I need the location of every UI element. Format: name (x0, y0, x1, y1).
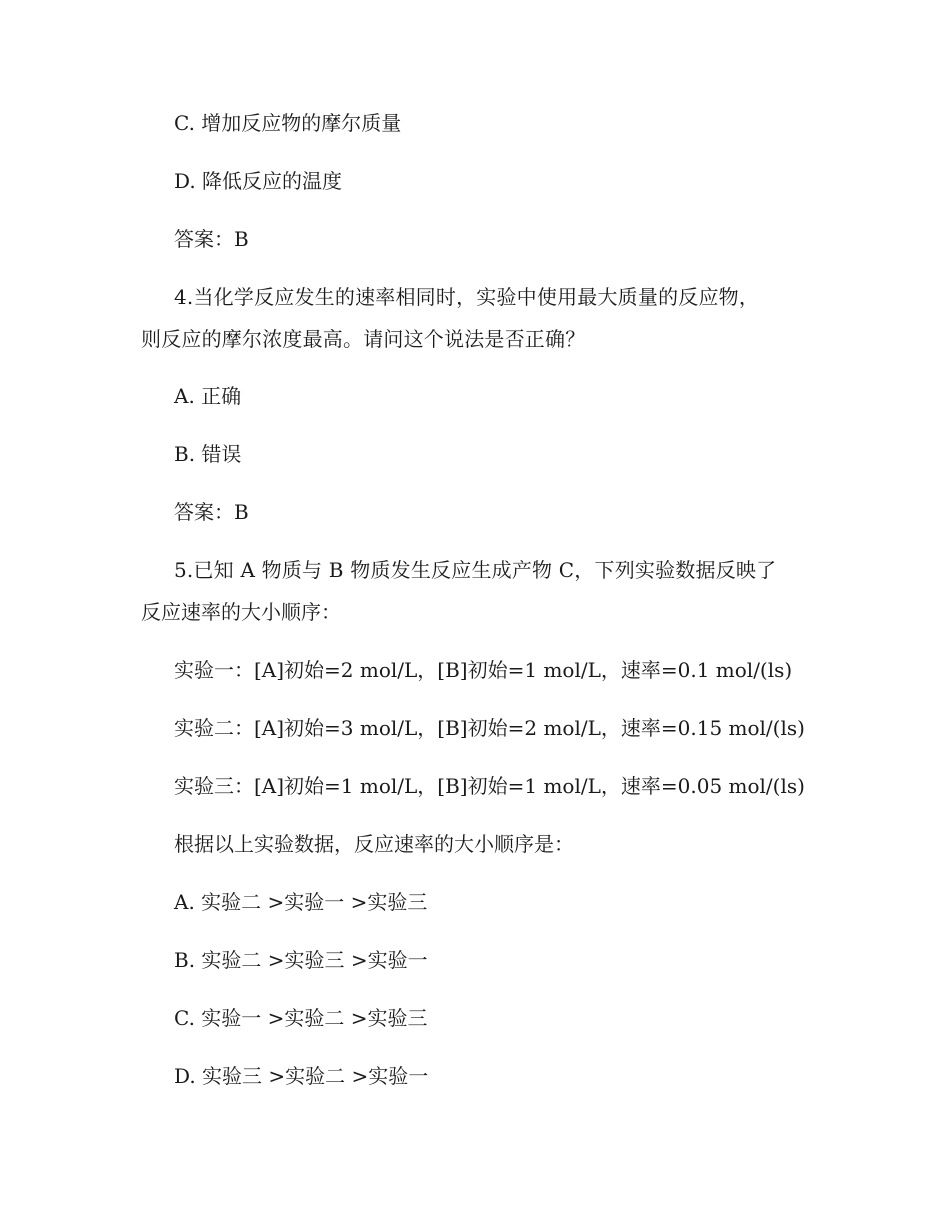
q5-stem-line1: 5.已知 A 物质与 B 物质发生反应生成产物 C，下列实验数据反映了 (174, 558, 777, 582)
q4-stem-line1: 4.当化学反应发生的速率相同时，实验中使用最大质量的反应物， (174, 285, 760, 309)
q3-option-d: D. 降低反应的温度 (174, 169, 343, 193)
q5-prompt: 根据以上实验数据，反应速率的大小顺序是： (174, 832, 574, 856)
q4-answer: 答案：B (174, 500, 249, 524)
q4-option-a: A. 正确 (174, 384, 242, 408)
q5-option-c: C. 实验一 >实验二 >实验三 (174, 1006, 428, 1030)
q5-experiment-1: 实验一：[A]初始=2 mol/L，[B]初始=1 mol/L，速率=0.1 mol/(ls) (174, 658, 793, 682)
q5-experiment-3: 实验三：[A]初始=1 mol/L，[B]初始=1 mol/L，速率=0.05 mol/(ls) (174, 774, 805, 798)
q5-stem-line2: 反应速率的大小顺序： (141, 600, 341, 624)
q3-option-c: C. 增加反应物的摩尔质量 (174, 111, 402, 135)
q3-answer: 答案：B (174, 227, 249, 251)
q5-option-a: A. 实验二 >实验一 >实验三 (174, 890, 428, 914)
q5-option-b: B. 实验二 >实验三 >实验一 (174, 948, 428, 972)
q4-stem-line2: 则反应的摩尔浓度最高。请问这个说法是否正确？ (141, 327, 586, 351)
q4-option-b: B. 错误 (174, 442, 242, 466)
q5-experiment-2: 实验二：[A]初始=3 mol/L，[B]初始=2 mol/L，速率=0.15 mol/(ls) (174, 716, 805, 740)
q5-option-d: D. 实验三 >实验二 >实验一 (174, 1064, 429, 1088)
